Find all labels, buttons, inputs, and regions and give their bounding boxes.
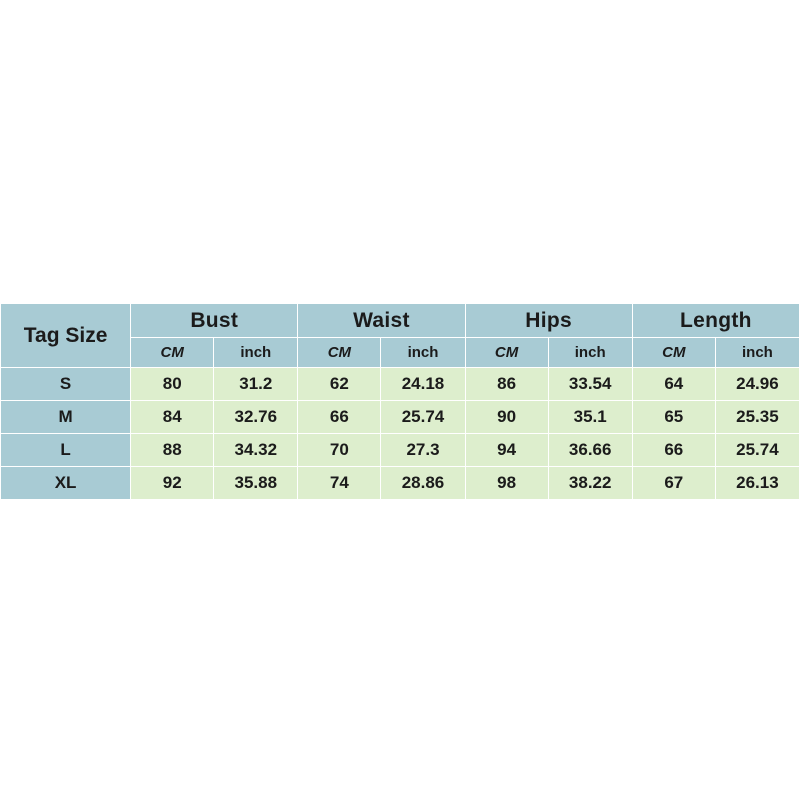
header-group-length: Length bbox=[632, 304, 799, 338]
cell-length-cm: 64 bbox=[632, 368, 715, 401]
cell-waist-inch: 27.3 bbox=[381, 434, 465, 467]
size-chart-container bbox=[0, 303, 800, 500]
cell-bust-inch: 34.32 bbox=[214, 434, 298, 467]
header-unit-length-cm: CM bbox=[632, 338, 715, 368]
cell-length-cm: 66 bbox=[632, 434, 715, 467]
cell-bust-cm: 92 bbox=[131, 467, 214, 500]
table-row bbox=[1, 368, 800, 401]
header-group-waist: Waist bbox=[298, 304, 465, 338]
header-group-row bbox=[1, 304, 800, 338]
cell-waist-cm: 66 bbox=[298, 401, 381, 434]
cell-length-inch: 24.96 bbox=[715, 368, 799, 401]
cell-hips-inch: 33.54 bbox=[548, 368, 632, 401]
header-unit-waist-cm: CM bbox=[298, 338, 381, 368]
table-row bbox=[1, 401, 800, 434]
table-row bbox=[1, 434, 800, 467]
row-size-label: M bbox=[1, 401, 131, 434]
header-group-bust: Bust bbox=[131, 304, 298, 338]
cell-length-inch: 25.74 bbox=[715, 434, 799, 467]
cell-bust-cm: 84 bbox=[131, 401, 214, 434]
table-header bbox=[1, 304, 800, 368]
cell-waist-cm: 74 bbox=[298, 467, 381, 500]
cell-bust-cm: 88 bbox=[131, 434, 214, 467]
cell-waist-cm: 70 bbox=[298, 434, 381, 467]
cell-hips-cm: 86 bbox=[465, 368, 548, 401]
header-tag-size: Tag Size bbox=[1, 304, 131, 368]
row-size-label: XL bbox=[1, 467, 131, 500]
cell-bust-cm: 80 bbox=[131, 368, 214, 401]
cell-bust-inch: 35.88 bbox=[214, 467, 298, 500]
header-unit-hips-cm: CM bbox=[465, 338, 548, 368]
cell-bust-inch: 31.2 bbox=[214, 368, 298, 401]
size-chart-table bbox=[0, 303, 800, 500]
cell-hips-cm: 98 bbox=[465, 467, 548, 500]
cell-length-cm: 65 bbox=[632, 401, 715, 434]
cell-hips-inch: 35.1 bbox=[548, 401, 632, 434]
header-unit-hips-inch: inch bbox=[548, 338, 632, 368]
cell-waist-inch: 25.74 bbox=[381, 401, 465, 434]
header-unit-length-inch: inch bbox=[715, 338, 799, 368]
table-body bbox=[1, 368, 800, 500]
cell-waist-inch: 28.86 bbox=[381, 467, 465, 500]
row-size-label: S bbox=[1, 368, 131, 401]
cell-length-inch: 25.35 bbox=[715, 401, 799, 434]
row-size-label: L bbox=[1, 434, 131, 467]
cell-waist-cm: 62 bbox=[298, 368, 381, 401]
cell-bust-inch: 32.76 bbox=[214, 401, 298, 434]
table-row bbox=[1, 467, 800, 500]
header-group-hips: Hips bbox=[465, 304, 632, 338]
cell-hips-cm: 90 bbox=[465, 401, 548, 434]
cell-waist-inch: 24.18 bbox=[381, 368, 465, 401]
cell-hips-cm: 94 bbox=[465, 434, 548, 467]
header-unit-waist-inch: inch bbox=[381, 338, 465, 368]
header-unit-bust-inch: inch bbox=[214, 338, 298, 368]
header-unit-bust-cm: CM bbox=[131, 338, 214, 368]
cell-length-cm: 67 bbox=[632, 467, 715, 500]
cell-hips-inch: 36.66 bbox=[548, 434, 632, 467]
cell-hips-inch: 38.22 bbox=[548, 467, 632, 500]
cell-length-inch: 26.13 bbox=[715, 467, 799, 500]
